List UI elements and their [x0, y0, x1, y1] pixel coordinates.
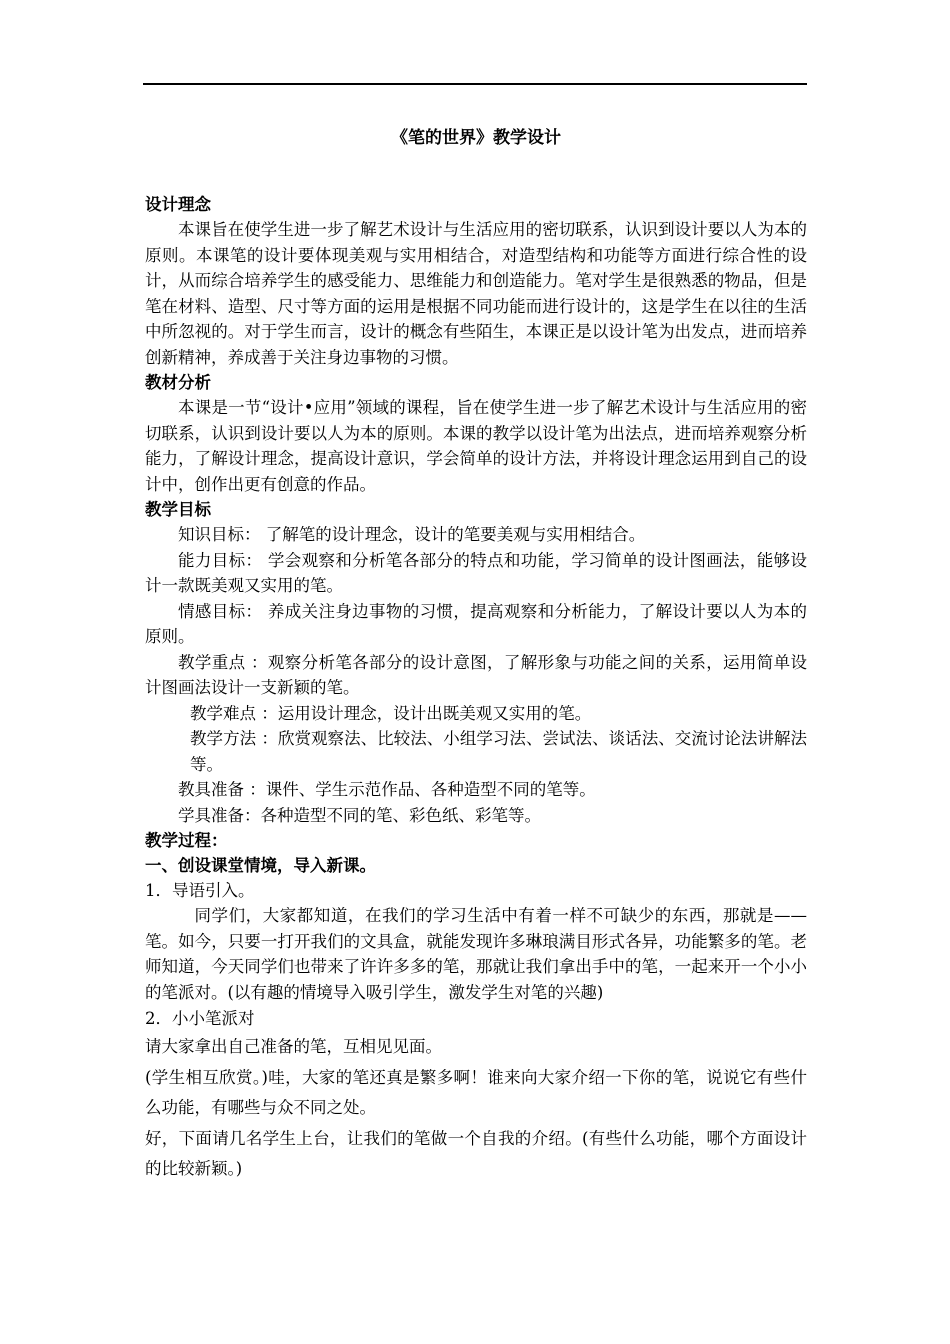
document-title: 《笔的世界》教学设计	[391, 128, 561, 148]
step-2-line-1: 请大家拿出自己准备的笔，互相见见面。	[145, 1037, 442, 1056]
step-1-title: 1．导语引入。	[145, 881, 255, 900]
section-heading-teaching-goals: 教学目标	[145, 500, 211, 519]
goal-knowledge: 知识目标： 了解笔的设计理念，设计的笔要美观与实用相结合。	[178, 525, 646, 544]
step-1-text: 同学们，大家都知道，在我们的学习生活中有着一样不可缺少的东西，那就是——笔。如今，只要一打开我们的文具盒，就能发现许多琳琅满目形式各异，功能繁多的笔。老师知道，今天同学们也带来了许许多多的笔，那就让我们拿出手中的笔，一起来开一个小小的笔派对。(以有趣的情境导入吸引学生，激发学生对笔的兴趣)	[145, 906, 807, 1002]
header-rule	[143, 83, 807, 85]
step-2-line-2: (学生相互欣赏。)哇，大家的笔还真是繁多啊！谁来向大家介绍一下你的笔，说说它有些什么功能，有哪些与众不同之处。	[145, 1067, 807, 1117]
teacher-tools: 教具准备 ：课件、学生示范作品、各种造型不同的笔等。	[178, 780, 596, 799]
student-tools: 学具准备：各种造型不同的笔、彩色纸、彩笔等。	[178, 805, 541, 825]
step-2-line-3: 好，下面请几名学生上台，让我们的笔做一个自我的介绍。(有些什么功能，哪个方面设计的比较新颖。)	[145, 1128, 807, 1178]
difficulty: 教学难点 ：运用设计理念，设计出既美观又实用的笔。	[190, 703, 592, 723]
step-2-title: 2．小小笔派对	[145, 1009, 255, 1028]
teaching-method: 教学方法 ：欣赏观察法、比较法、小组学习法、尝试法、谈话法、交流讨论法讲解法等。	[190, 729, 807, 774]
goal-emotion: 情感目标： 养成关注身边事物的习惯，提高观察和分析能力，了解设计要以人为本的原则。	[145, 601, 807, 646]
goal-ability: 能力目标： 学会观察和分析笔各部分的特点和功能，学习简单的设计图画法，能够设计一款既美观又实用的笔。	[145, 550, 807, 595]
section-heading-material-analysis: 教材分析	[145, 373, 211, 392]
process-subheading-1: 一、创设课堂情境，导入新课。	[145, 856, 376, 875]
material-analysis-text: 本课是一节“设计•应用”领域的课程，旨在使学生进一步了解艺术设计与生活应用的密切联系，认识到设计要以人为本的原则。本课的教学以设计笔为出法点，进而培养观察分析能力，了解设计理念，提高设计意识，学会简单的设计方法，并将设计理念运用到自己的设计中，创作出更有创意的作品。	[145, 398, 807, 494]
section-heading-teaching-process: 教学过程：	[145, 831, 228, 850]
key-point: 教学重点 ：观察分析笔各部分的设计意图，了解形象与功能之间的关系，运用简单设计图画法设计一支新颖的笔。	[145, 652, 807, 697]
document-body	[145, 118, 807, 1185]
section-heading-design-concept: 设计理念	[145, 195, 211, 214]
design-concept-text: 本课旨在使学生进一步了解艺术设计与生活应用的密切联系，认识到设计要以人为本的原则。本课笔的设计要体现美观与实用相结合，对造型结构和功能等方面进行综合性的设计，从而综合培养学生的感受能力、思维能力和创造能力。笔对学生是很熟悉的物品，但是笔在材料、造型、尺寸等方面的运用是根据不同功能而进行设计的，这是学生在以往的生活中所忽视的。对于学生而言，设计的概念有些陌生，本课正是以设计笔为出发点，进而培养创新精神，养成善于关注身边事物的习惯。	[145, 220, 807, 367]
